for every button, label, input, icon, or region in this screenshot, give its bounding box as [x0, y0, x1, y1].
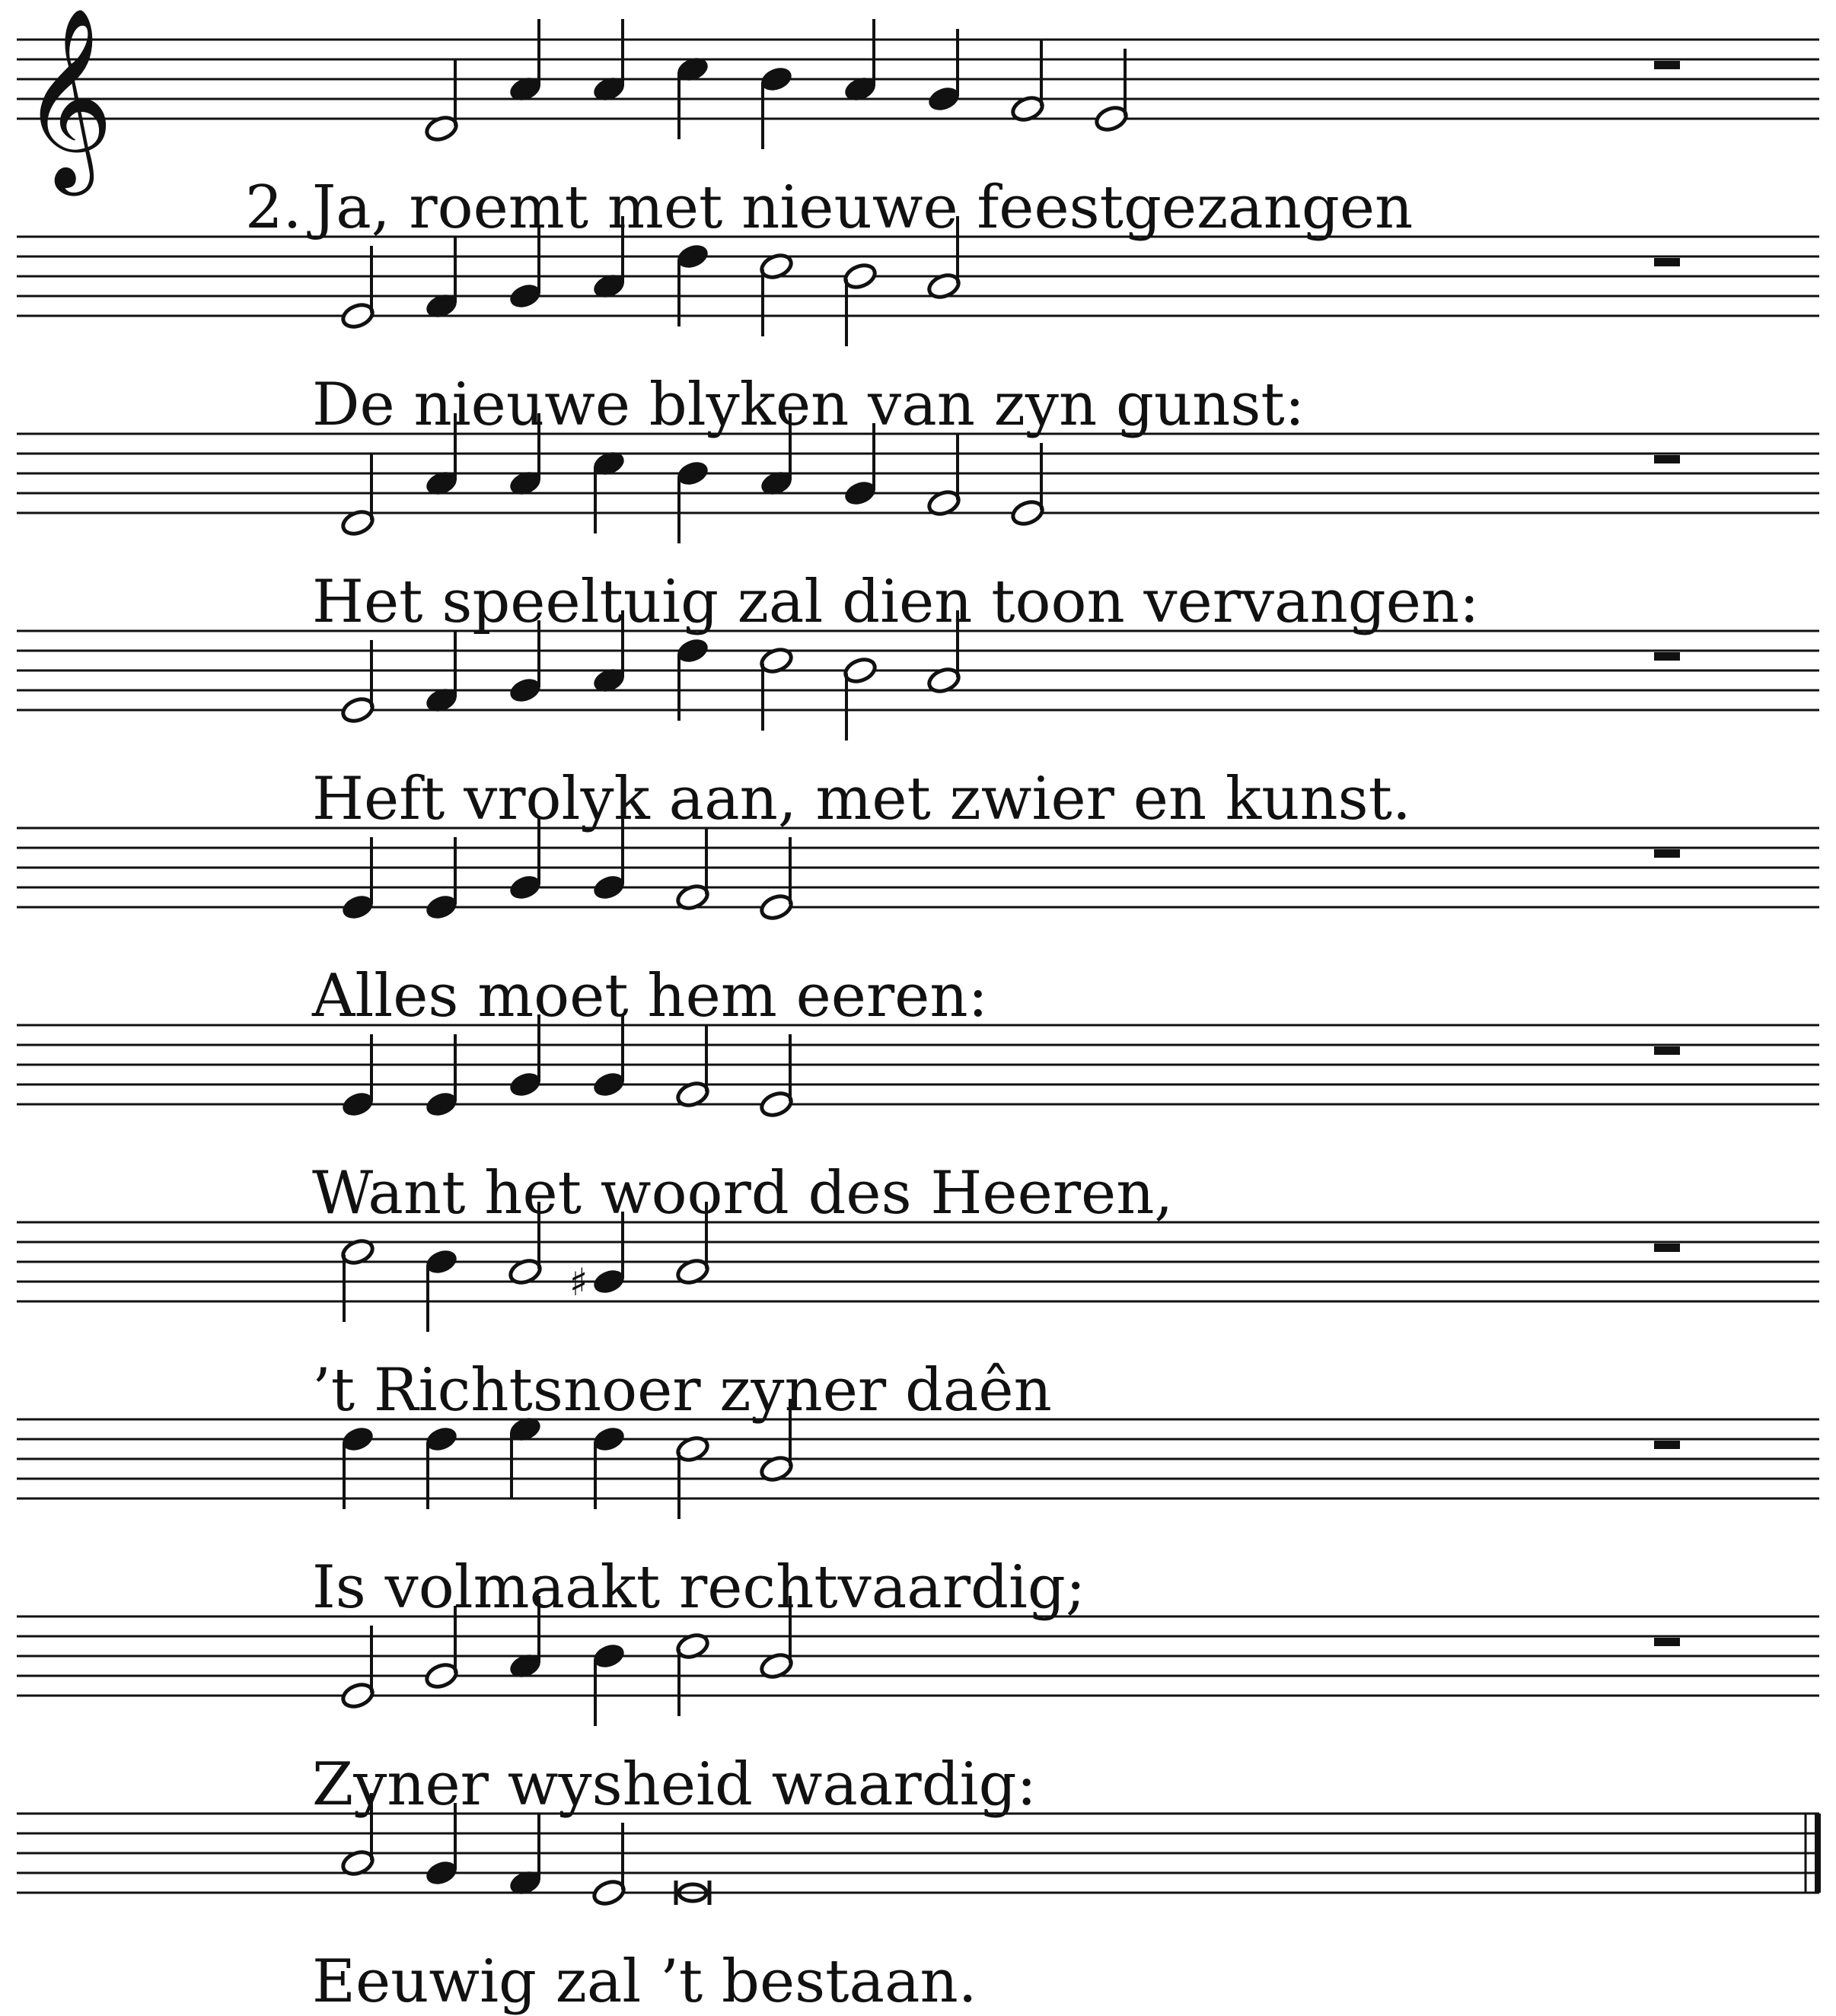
half-rest-icon: [1654, 1244, 1680, 1252]
note: [340, 1237, 376, 1322]
note: [591, 1424, 627, 1509]
verse-number: 2.: [245, 174, 302, 242]
lyric-line: De nieuwe blyken van zyn gunst:: [312, 371, 1305, 439]
lyric-line: Want het woord des Heeren,: [312, 1159, 1174, 1228]
note: [843, 261, 878, 346]
lyric-line: Alles moet hem eeren:: [312, 962, 988, 1030]
lyric-line: Eeuwig zal ’t bestaan.: [312, 1948, 977, 2016]
note: [424, 236, 460, 321]
half-rest-icon: [1654, 849, 1680, 858]
note: [759, 645, 795, 731]
note: [424, 1247, 460, 1332]
note: [675, 54, 711, 139]
lyric-line: Is volmaakt rechtvaardig;: [312, 1553, 1086, 1622]
note: [340, 453, 376, 538]
note: [591, 1823, 627, 1908]
note: [340, 837, 376, 922]
note: [340, 1424, 376, 1509]
lyric-line: Heft vrolyk aan, met zwier en kunst.: [312, 765, 1411, 833]
note: [591, 1641, 627, 1726]
note: [591, 448, 627, 533]
note: [675, 241, 711, 326]
note: [675, 1024, 711, 1110]
note: [926, 433, 962, 518]
half-rest-icon: [1654, 455, 1680, 463]
note: [675, 458, 711, 543]
note: [1094, 49, 1130, 134]
note: [508, 19, 543, 104]
note: [1010, 39, 1046, 124]
note: [759, 837, 795, 922]
note: [340, 640, 376, 725]
note: [424, 1424, 460, 1509]
note: [508, 1813, 543, 1898]
note: [1010, 443, 1046, 528]
staff-system: [17, 7, 1819, 196]
note: [759, 1034, 795, 1119]
note: [843, 19, 878, 104]
note: [424, 630, 460, 715]
lyric-line: Zyner wysheid waardig:: [312, 1750, 1037, 1819]
half-rest-icon: [1654, 61, 1680, 69]
note: [424, 1034, 460, 1119]
note: [675, 1631, 711, 1716]
note: [340, 246, 376, 331]
lyric-line: Ja, roemt met nieuwe feestgezangen: [312, 174, 1414, 242]
half-rest-icon: [1654, 1046, 1680, 1055]
half-rest-icon: [1654, 1638, 1680, 1646]
half-rest-icon: [1654, 258, 1680, 266]
note: [591, 19, 627, 104]
note: [424, 837, 460, 922]
lyric-line: ’t Richtsnoer zyner daên: [312, 1356, 1052, 1425]
note: [675, 827, 711, 912]
half-rest-icon: [1654, 652, 1680, 661]
note: [424, 59, 460, 144]
note: [340, 1626, 376, 1711]
note: [675, 1434, 711, 1519]
half-rest-icon: [1654, 1441, 1680, 1449]
note: [508, 1414, 543, 1499]
note: [675, 635, 711, 721]
note: [340, 1034, 376, 1119]
note: [926, 29, 962, 114]
note: [759, 251, 795, 336]
treble-clef-icon: 𝄞: [21, 7, 114, 188]
note: [843, 655, 878, 740]
lyric-line: Het speeltuig zal dien toon vervangen:: [312, 568, 1480, 636]
note: [759, 64, 795, 149]
sharp-icon: ♯: [569, 1260, 588, 1304]
